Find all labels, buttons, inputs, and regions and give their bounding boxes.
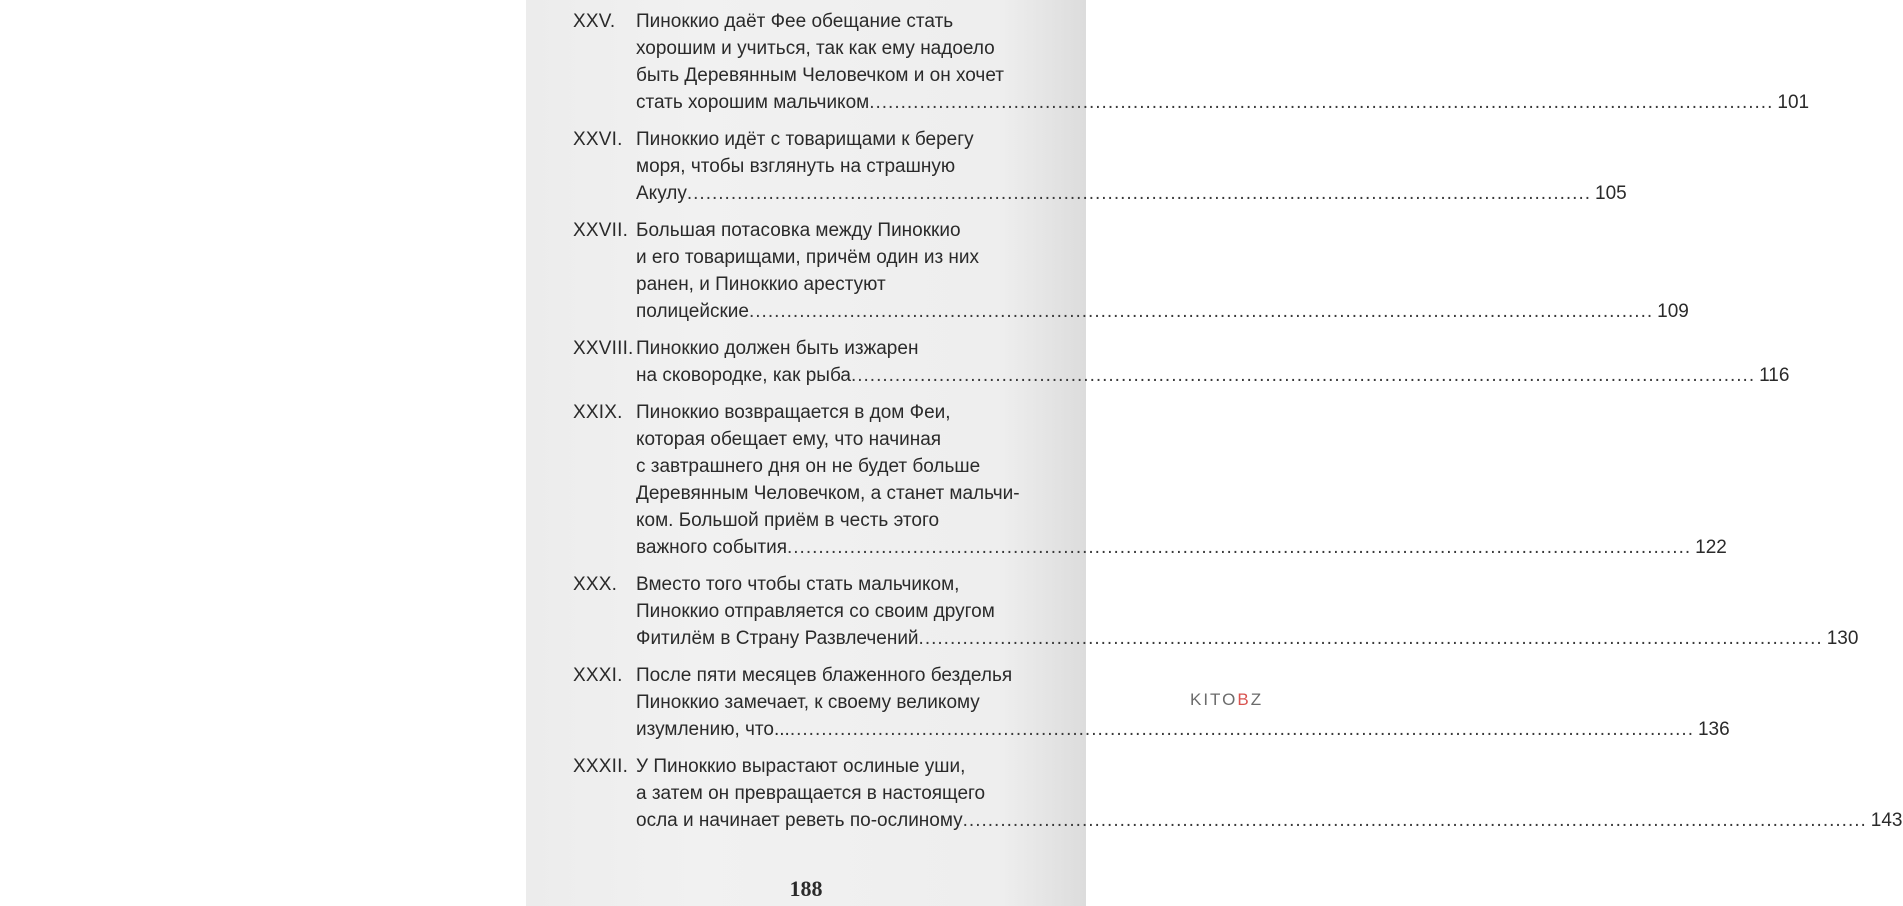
chapter-title-line: ком. Большой приём в честь этого <box>636 510 940 531</box>
dot-leader <box>687 180 1591 207</box>
chapter-title-line: Фитилём в Страну Развлечений <box>636 628 919 649</box>
chapter-title-last-line <box>636 807 1903 834</box>
chapter-title-last-line <box>636 362 1789 389</box>
chapter-title-line: хорошим и учиться, так как ему надоело <box>636 38 995 59</box>
chapter-title-last-line <box>636 625 1858 652</box>
dot-leader <box>787 534 1691 561</box>
chapter-title-line: и его товарищами, причём один из них <box>636 247 980 268</box>
chapter-title-line: быть Деревянным Человечком и он хочет <box>636 65 1004 86</box>
chapter-page-number: 116 <box>1759 365 1790 386</box>
chapter-title <box>636 753 1903 834</box>
chapter-title-line: с завтрашнего дня он не будет больше <box>636 456 981 477</box>
chapter-title-line: полицейские <box>636 301 749 322</box>
chapter-title-line: У Пиноккио вырастают ослиные уши, <box>636 756 966 777</box>
chapter-page-number: 101 <box>1777 92 1810 113</box>
chapter-title-line: После пяти месяцев блаженного безделья <box>636 665 1013 686</box>
chapter-page-number: 143 <box>1870 810 1903 831</box>
dot-leader <box>869 89 1773 116</box>
chapter-title <box>636 399 1727 561</box>
toc-entry <box>573 399 1727 561</box>
chapter-title-line: ранен, и Пиноккио арестуют <box>636 274 886 295</box>
chapter-title-line: Пиноккио должен быть изжарен <box>636 338 919 359</box>
chapter-title-line: стать хорошим мальчиком <box>636 92 870 113</box>
watermark-logo <box>1190 690 1263 710</box>
dot-leader <box>851 362 1755 389</box>
chapter-title-line: а затем он превращается в настоящего <box>636 783 986 804</box>
chapter-title-line: изумлению, что... <box>636 719 790 740</box>
toc-entry <box>573 8 1810 116</box>
chapter-title <box>636 8 1809 116</box>
watermark-mark: B <box>1237 690 1251 709</box>
toc-entry <box>573 753 1903 834</box>
chapter-title-line: на сковородке, как рыба <box>636 365 851 386</box>
chapter-page-number: 105 <box>1595 183 1627 204</box>
chapter-title-last-line <box>636 298 1689 325</box>
chapter-title-last-line <box>636 534 1727 561</box>
chapter-title-line: Пиноккио возвращается в дом Феи, <box>636 402 951 423</box>
chapter-title <box>636 126 1627 207</box>
toc-entry <box>573 335 1790 389</box>
watermark-prefix: KITO <box>1190 690 1238 709</box>
chapter-page-number: 130 <box>1826 628 1859 649</box>
chapter-title <box>636 571 1858 652</box>
chapter-title-last-line <box>636 89 1809 116</box>
chapter-title-line: осла и начинает реветь по-ослиному <box>636 810 963 831</box>
dot-leader <box>790 716 1694 743</box>
chapter-title-line: Вместо того чтобы стать мальчиком, <box>636 574 960 595</box>
chapter-title-last-line <box>636 716 1730 743</box>
chapter-numeral: XXV. <box>573 11 616 32</box>
toc-entry <box>573 571 1859 652</box>
chapter-title-last-line <box>636 180 1627 207</box>
chapter-title-line: Деревянным Человечком, а станет мальчи- <box>636 483 1020 504</box>
chapter-page-number: 109 <box>1657 301 1689 322</box>
chapter-title-line: важного события <box>636 537 787 558</box>
chapter-page-number: 136 <box>1697 719 1730 740</box>
chapter-numeral: XXXI. <box>573 665 623 686</box>
chapter-title-line: Большая потасовка между Пиноккио <box>636 220 961 241</box>
chapter-title <box>636 662 1730 743</box>
chapter-title <box>636 217 1689 325</box>
chapter-title-line: которая обещает ему, что начиная <box>636 429 942 450</box>
toc-entry <box>573 217 1689 325</box>
page-number: 188 <box>789 876 823 901</box>
chapter-title-line: моря, чтобы взглянуть на страшную <box>636 156 956 177</box>
watermark-suffix: Z <box>1250 690 1264 709</box>
chapter-title-line: Пиноккио замечает, к своему великому <box>636 692 980 713</box>
toc-entry <box>573 126 1627 207</box>
chapter-numeral: XXVII. <box>573 220 629 241</box>
dot-leader <box>919 625 1823 652</box>
chapter-numeral: XXX. <box>573 574 618 595</box>
chapter-numeral: XXIX. <box>573 402 623 423</box>
chapter-title-line: Пиноккио отправляется со своим другом <box>636 601 995 622</box>
chapter-numeral: XXVIII. <box>573 338 634 359</box>
chapter-title-line: Пиноккио идёт с товарищами к берегу <box>636 129 974 150</box>
dot-leader <box>963 807 1867 834</box>
chapter-title-line: Пиноккио даёт Фее обещание стать <box>636 11 954 32</box>
dot-leader <box>749 298 1653 325</box>
chapter-numeral: XXVI. <box>573 129 623 150</box>
chapter-title-line: Акулу <box>636 183 687 204</box>
chapter-numeral: XXXII. <box>573 756 629 777</box>
chapter-page-number: 122 <box>1695 537 1727 558</box>
chapter-title <box>636 335 1789 389</box>
